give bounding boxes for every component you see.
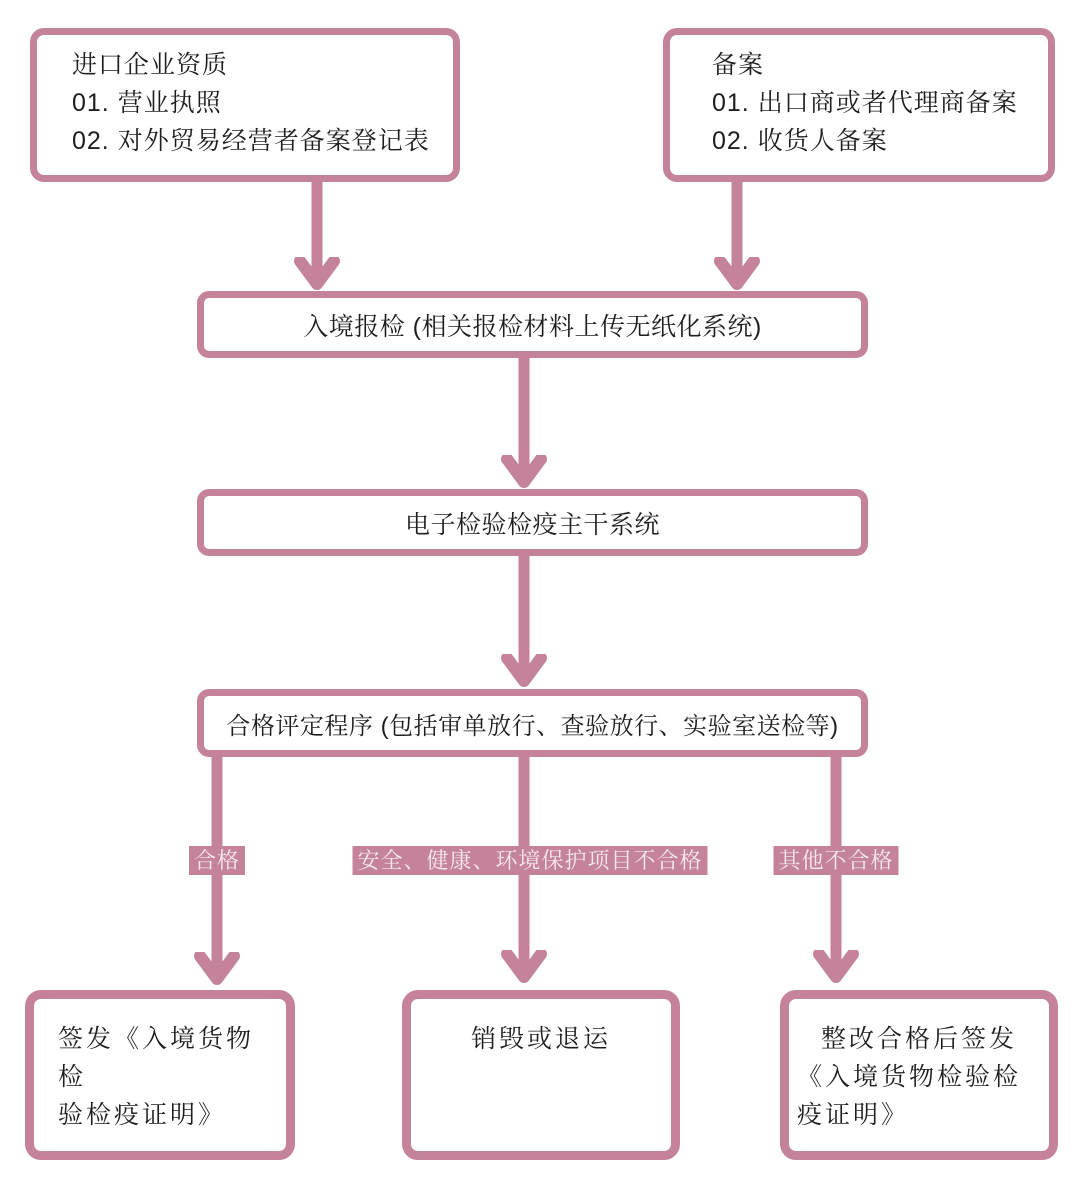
branch-label-safety-health-env-fail: 安全、健康、环境保护项目不合格 bbox=[352, 846, 707, 875]
box-filing-item-2: 02. 收货人备案 bbox=[712, 127, 888, 155]
arrow-filing-to-entry bbox=[713, 182, 761, 290]
box-issue-certificate bbox=[25, 990, 295, 1160]
arrow-down-icon bbox=[293, 257, 341, 290]
box-import-item-2: 02. 对外贸易经营者备案登记表 bbox=[72, 127, 430, 155]
box-import-qualification bbox=[30, 28, 460, 182]
box-rectify-line-2: 《入境货物检验检 bbox=[797, 1063, 1022, 1091]
box-entry-inspection bbox=[197, 291, 868, 358]
box-destroy-or-return bbox=[402, 990, 680, 1160]
arrow-system-to-assessment bbox=[500, 556, 548, 687]
arrow-down-icon bbox=[193, 952, 241, 985]
arrow-down-icon bbox=[500, 654, 548, 687]
box-destroy-or-return-label: 销毁或退运 bbox=[470, 1025, 611, 1053]
box-conformity-assessment bbox=[197, 689, 868, 757]
box-rectify-line-3: 疫证明》 bbox=[797, 1101, 910, 1129]
branch-label-qualified: 合格 bbox=[189, 846, 245, 875]
box-issue-certificate-line-2: 验检疫证明》 bbox=[58, 1101, 227, 1129]
arrow-entry-to-system bbox=[500, 358, 548, 488]
box-filing bbox=[663, 28, 1055, 182]
box-main-system bbox=[197, 489, 868, 556]
box-import-title: 进口企业资质 bbox=[72, 51, 229, 79]
box-conformity-assessment-label: 合格评定程序 (包括审单放行、查验放行、实验室送检等) bbox=[226, 712, 839, 740]
box-filing-title: 备案 bbox=[712, 51, 765, 79]
box-entry-inspection-label: 入境报检 (相关报检材料上传无纸化系统) bbox=[303, 312, 762, 341]
box-issue-certificate-line-1: 签发《入境货物检 bbox=[58, 1025, 255, 1091]
arrow-down-icon bbox=[713, 257, 761, 290]
box-main-system-label: 电子检验检疫主干系统 bbox=[404, 510, 660, 539]
box-filing-item-1: 01. 出口商或者代理商备案 bbox=[712, 89, 1018, 117]
arrow-import-to-entry bbox=[293, 182, 341, 290]
arrow-down-icon bbox=[812, 950, 860, 983]
arrow-down-icon bbox=[500, 950, 548, 983]
box-rectify-line-1: 整改合格后签发 bbox=[820, 1025, 1017, 1053]
box-rectify-then-issue bbox=[780, 990, 1058, 1160]
box-import-item-1: 01. 营业执照 bbox=[72, 89, 222, 117]
branch-label-other-fail: 其他不合格 bbox=[773, 846, 898, 875]
arrow-down-icon bbox=[500, 455, 548, 488]
